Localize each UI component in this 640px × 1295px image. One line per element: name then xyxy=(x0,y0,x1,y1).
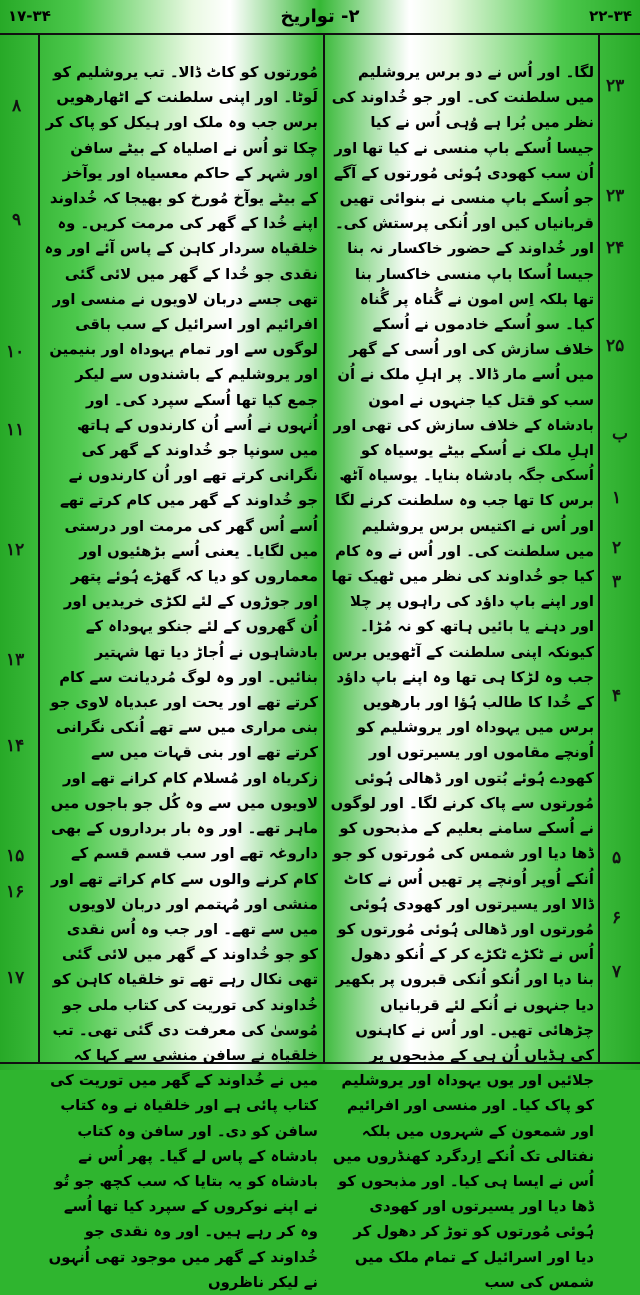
verse-number: ب xyxy=(612,424,629,444)
verse-number: ۵ xyxy=(612,848,622,868)
book-title: ۲- تواریخ xyxy=(280,5,360,27)
verse-number: ۲۳ xyxy=(606,76,625,96)
verse-number: ۱۰ xyxy=(6,342,25,362)
right-chapter-ref: ۲۲-۳۴ xyxy=(589,7,632,25)
header-rule xyxy=(0,33,640,35)
left-margin-rule xyxy=(38,33,40,1064)
verse-number: ۱۷ xyxy=(6,968,25,988)
verse-number: ۱۲ xyxy=(6,540,25,560)
verse-number: ۱۱ xyxy=(6,420,25,440)
page-header xyxy=(0,0,640,32)
right-margin-rule xyxy=(598,33,600,1064)
verse-number: ۳ xyxy=(612,572,622,592)
verse-number: ۱ xyxy=(612,488,622,508)
verse-number: ۱۴ xyxy=(6,736,25,756)
left-chapter-ref: ۱۷-۳۴ xyxy=(8,7,51,25)
verse-number: ۴ xyxy=(612,686,622,706)
verse-number: ۱۳ xyxy=(6,650,25,670)
verse-number: ۲۴ xyxy=(606,238,625,258)
center-rule xyxy=(323,33,325,1064)
verse-number: ۲۵ xyxy=(606,336,625,356)
left-text-column xyxy=(44,60,318,1291)
right-text-column xyxy=(330,60,594,1291)
verse-number: ۷ xyxy=(612,962,622,982)
right-column-text: لگا۔ اور اُس نے دو برس یروشلیم میں سلطنت کی۔ اور جو خُداوند کی نظر میں بُرا ہے وُہی اُس نے کیا جیسا اُسکے باپ منسی نے کیا تھا اور اُن سب کھودی ہُوئی مُورتوں کے آگے جو اُسکے باپ منسی نے بنوائی تھیں قربانیاں کیں اور اُنکی پرستش کی۔ اور خُداوند کے حضور خاکسار نہ بنا جیسا اُسکا باپ منسی خاکسار بنا تھا بلکہ اِس امون نے گُناہ پر گُناہ کیا۔ سو اُسکے خادموں نے اُسکے خلاف سازش کی اور اُسی کے گھر میں اُسے مار ڈالا۔ پر اہلِ ملک نے اُن سب کو قتل کیا جنہوں نے امون بادشاہ کے خلاف سازش کی تھی اور اہلِ ملک نے اُسکے بیٹے یوسیاہ کو اُسکی جگہ بادشاہ بنایا۔ یوسیاہ آٹھ برس کا تھا جب وہ سلطنت کرنے لگا اور اُس نے اکتیس برس یروشلیم میں سلطنت کی۔ اور اُس نے وہ کام کیا جو خُداوند کی نظر میں ٹھیک تھا اور اپنے باپ داؤد کی راہوں پر چلا اور دہنے یا بائیں ہاتھ کو نہ مُڑا۔ کیونکہ اپنی سلطنت کے آٹھویں برس جب وہ لڑکا ہی تھا وہ اپنے باپ داؤد کے خُدا کا طالب ہُؤا اور بارھویں برس میں یہوداہ اور یروشلیم کو اُونچے مقاموں اور یسیرتوں اور کھودے ہُوئے بُتوں اور ڈھالی ہُوئی مُورتوں سے پاک کرنے لگا۔ اور لوگوں نے اُسکے سامنے بعلیم کے مذبحوں کو ڈھا دیا اور شمس کی مُورتوں کو جو اُنکے اُوپر اُونچے پر تھیں اُس نے کاٹ ڈالا اور یسیرتوں اور کھودی ہُوئی مُورتوں اور ڈھالی ہُوئی مُورتوں کو اُس نے ٹکڑے ٹکڑے کر کے اُنکو دھول بنا دیا اور اُنکو اُنکی قبروں پر بکھیر دیا جنہوں نے اُنکے لئے قربانیاں چڑھائی تھیں۔ اور اُس نے کاہنوں کی ہڈیاں اُن ہی کے مذبحوں پر جلائیں اور یوں یہوداہ اور یروشلیم کو پاک کیا۔ اور منسی اور افرائیم اور شمعون کے شہروں میں بلکہ نفتالی تک اُنکے اِردگرد کھنڈروں میں اُس نے ایسا ہی کیا۔ اور مذبحوں کو ڈھا دیا اور یسیرتوں اور کھودی ہُوئی مُورتوں کو توڑ کر دھول کر دیا اور اسرائیل کے تمام ملک میں شمس کی سب xyxy=(330,64,594,1291)
verse-number: ۱۶ xyxy=(6,882,25,902)
verse-number: ۲۳ xyxy=(606,186,625,206)
verse-number: ۲ xyxy=(612,538,622,558)
verse-number: ۱۵ xyxy=(6,846,25,866)
verse-number: ۸ xyxy=(12,96,22,116)
left-column-text: مُورتوں کو کاٹ ڈالا۔ تب یروشلیم کو لَوٹا۔ اور اپنی سلطنت کے اٹھارھویں برس جب وہ ملک اور ہیکل کو پاک کر چکا تو اُس نے اصلیاہ کے بیٹے سافن اور شہر کے حاکم معسیاہ اور یوآخز کے بیٹے یوآخ مُورخ کو بھیجا کہ خُداوند اپنے خُدا کے گھر کی مرمت کریں۔ وہ خلقیاہ سردار کاہن کے پاس آئے اور وہ نقدی جو خُدا کے گھر میں لائی گئی تھی جسے دربان لاویوں نے منسی اور افرائیم اور اسرائیل کے سب باقی لوگوں سے اور تمام یہوداہ اور بنیمین اور یروشلیم کے باشندوں سے لیکر جمع کیا تھا اُسکے سپرد کی۔ اور اُنہوں نے اُسے اُن کارندوں کے ہاتھ میں سونپا جو خُداوند کے گھر کی نگرانی کرتے تھے اور اُن کارندوں نے جو خُداوند کے گھر میں کام کرتے تھے اُسے اُس گھر کی مرمت اور درستی میں لگایا۔ یعنی اُسے بڑھئیوں اور معماروں کو دیا کہ گھڑے ہُوئے پتھر اور جوڑوں کے لئے لکڑی خریدیں اور اُن گھروں کے لئے جنکو یہوداہ کے بادشاہوں نے اُجاڑ دیا تھا شہتیر بنائیں۔ اور وہ لوگ مُردیانت سے کام کرتے تھے اور یحت اور عبدیاہ لاوی جو بنی مراری میں سے تھے اُنکی نگرانی کرتے تھے اور بنی قہات میں سے زکریاہ اور مُسلام کام کرانے تھے اور لاویوں میں سے وہ کُل جو باجوں میں ماہر تھے۔ اور وہ بار برداروں کے بھی داروغہ تھے اور سب قسم قسم کے کام کرنے والوں سے کام کراتے تھے اور منشی اور مُہتمم اور دربان لاویوں میں سے تھے۔ اور جب وہ اُس نقدی کو جو خُداوند کے گھر میں لائی گئی تھی نکال رہے تھے تو خلقیاہ کاہن کو خُداوند کی توریت کی کتاب ملی جو مُوسیٰ کی معرفت دی گئی تھی۔ تب خلقیاہ نے سافن منشی سے کہا کہ میں نے خُداوند کے گھر میں توریت کی کتاب پائی ہے اور خلقیاہ نے وہ کتاب سافن کو دی۔ اور سافن وہ کتاب بادشاہ کے پاس لے گیا۔ پھر اُس نے بادشاہ کو یہ بتایا کہ سب کچھ جو تُو نے اپنے نوکروں کے سپرد کیا تھا اُسے وہ کر رہے ہیں۔ اور وہ نقدی جو خُداوند کے گھر میں موجود تھی اُنہوں نے لیکر ناظروں xyxy=(44,64,318,1291)
verse-number: ۹ xyxy=(12,210,22,230)
verse-number: ۶ xyxy=(612,908,622,928)
